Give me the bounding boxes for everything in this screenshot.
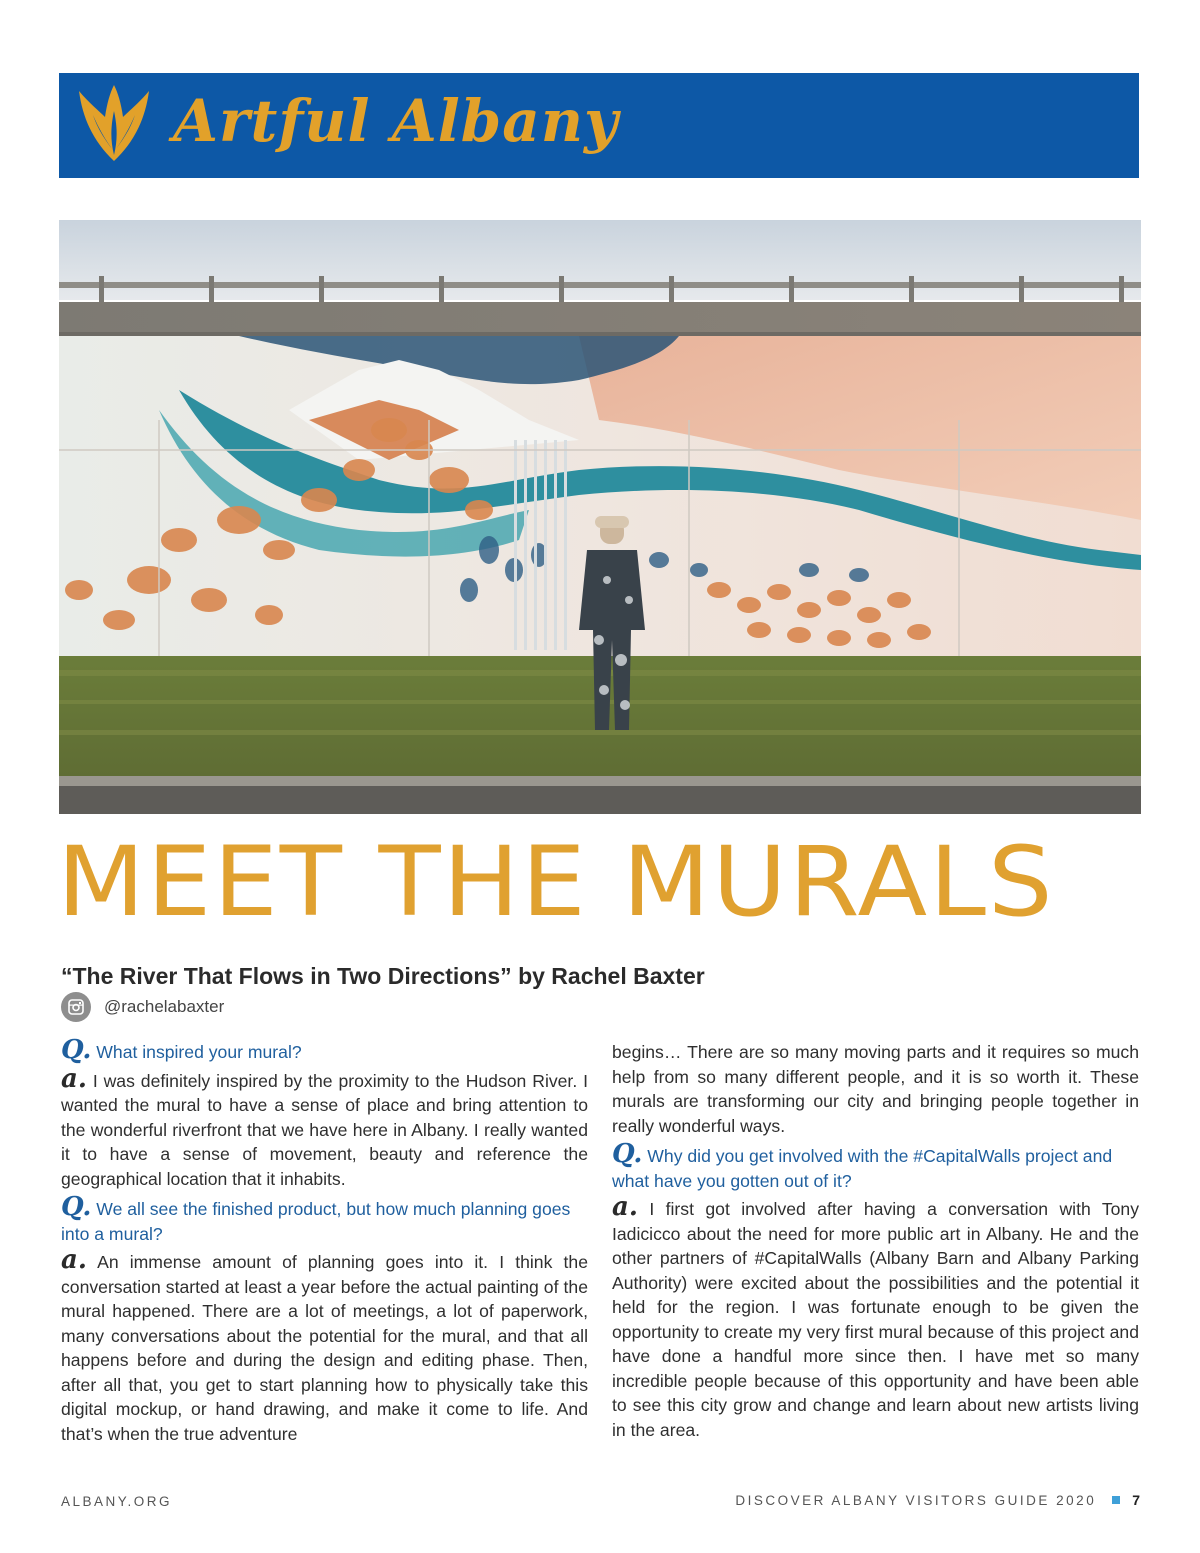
mural-photo (59, 220, 1141, 814)
question-mark-label: Q. (612, 1139, 643, 1169)
section-banner (59, 73, 1139, 178)
answer-mark-label: a. (61, 1063, 87, 1094)
answer-mark-label: a. (61, 1245, 87, 1275)
answer-2: a. An immense amount of planning goes into it. I think the conversation started at least a year before the actual painting of the mural happened. There are a lot of meetings, a lot of paperwork, many conversations about the potential for the mural, and that all happens before and during the design and editing phase. Then, after all that, you get to start planning how to physically take this digital mockup, or hand drawing, and make it come to life. And that’s when the true adventure (61, 1245, 588, 1444)
tulip-icon (73, 81, 155, 167)
answer-1: a. I was definitely inspired by the proximity to the Hudson River. I wanted the mural to have a sense of place and bring attention to the wonderful riverfront that we have here in Albany. I really wanted it to have a sense of movement, beauty and reference the geographical location that it inhabits. (61, 1063, 588, 1189)
question-3: Q. Why did you get involved with the #CapitalWalls project and what have you gotten out of it? (612, 1139, 1113, 1191)
page-number: 7 (1132, 1492, 1140, 1508)
question-mark-label: Q. (61, 1192, 92, 1222)
instagram-icon (61, 992, 91, 1022)
article-title: “The River That Flows in Two Directions” by Rachel Baxter (61, 963, 705, 989)
footer-website: ALBANY.ORG (61, 1494, 173, 1509)
answer-2-continued: begins… There are so many moving parts and it requires so much help from so many different people, and it is so worth it. These murals are transforming our city and bringing people together in really wonderful ways. (612, 1042, 1139, 1136)
answer-mark-label: a. (612, 1192, 638, 1222)
instagram-handle: @rachelabaxter (104, 997, 225, 1016)
answer-3: a. I first got involved after having a conversation with Tony Iadicicco about the need for more public art in Albany. He and the other partners of #CapitalWalls (Albany Barn and Albany Parking Authority) were excited about the possibilities and the potential it held for the region. I was fortunate enough to be given the opportunity to create my very first mural because of this project and have done a handful more since then. I have met so many incredible people because of this opportunity and have been able to see this city grow and change and learn about new artists living in the area. (612, 1192, 1140, 1440)
question-1: Q. What inspired your mural? (61, 1035, 302, 1065)
article-column-left (61, 1035, 588, 1452)
footer-guide (735, 1492, 1140, 1508)
question-2: Q. We all see the finished product, but how much planning goes into a mural? (61, 1192, 571, 1244)
article-column-right (612, 1040, 1139, 1448)
social-handle (61, 991, 224, 1023)
question-mark-label: Q. (61, 1035, 92, 1065)
footer-guide-title: DISCOVER ALBANY VISITORS GUIDE 2020 (735, 1492, 1097, 1508)
square-icon (1112, 1496, 1120, 1504)
page-headline: MEET THE MURALS (57, 826, 1055, 938)
section-title: Artful Albany (173, 87, 619, 155)
